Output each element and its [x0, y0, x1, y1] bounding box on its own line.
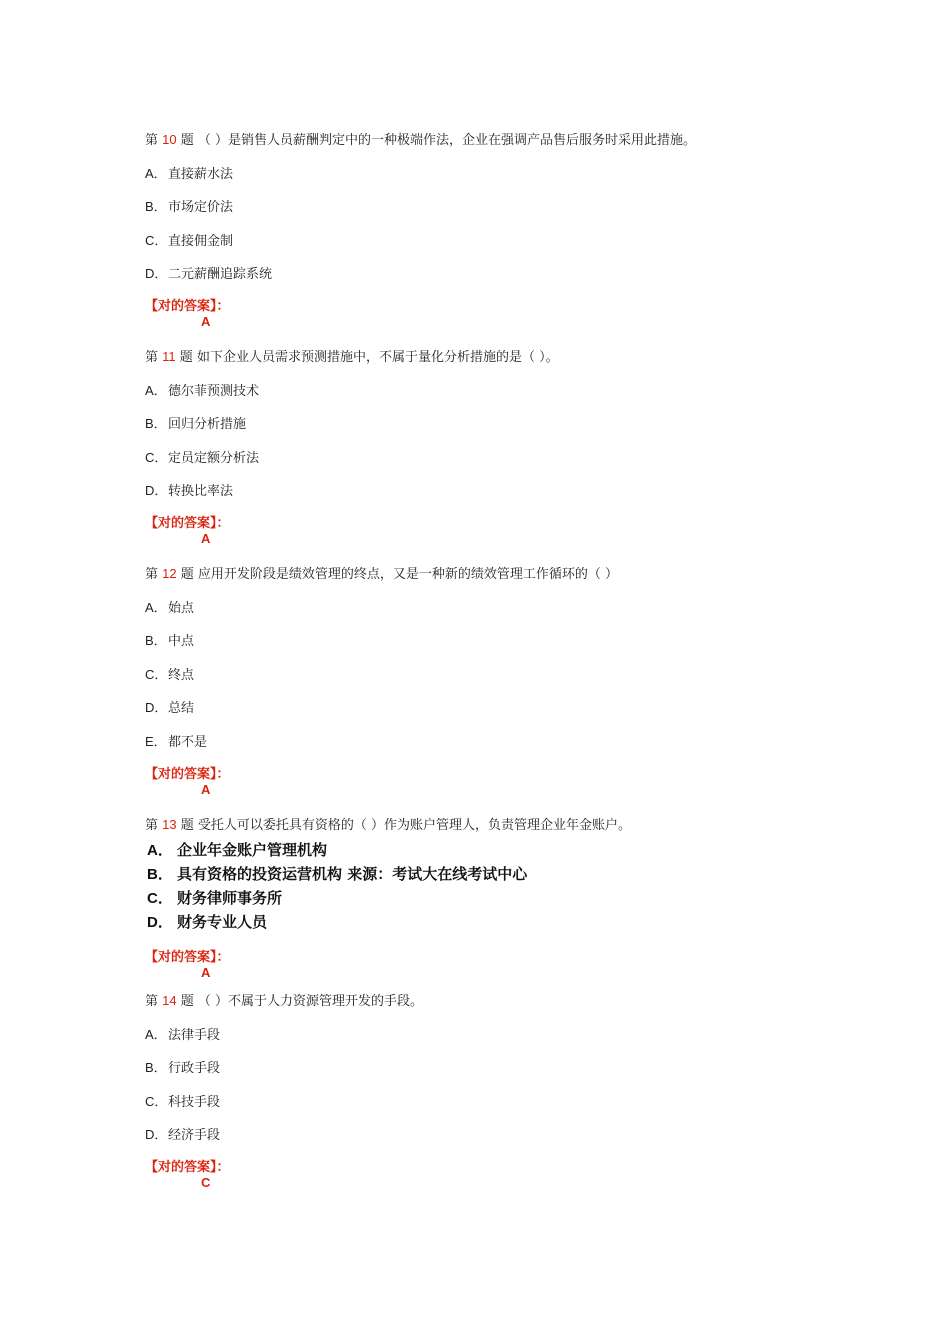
question-text: （ ）不属于人力资源管理开发的手段。 — [197, 994, 424, 1009]
answer-block — [145, 950, 845, 984]
answer-block — [145, 1160, 845, 1194]
option-a — [145, 599, 845, 617]
option-letter: D． — [147, 914, 173, 931]
option-letter: B． — [147, 866, 173, 883]
option-text: 都不是 — [168, 734, 208, 750]
option-letter: C． — [145, 1093, 168, 1109]
option-letter: B． — [145, 416, 167, 431]
answer-label: 【对的答案】： — [145, 1160, 230, 1175]
option-letter: E． — [145, 733, 167, 749]
option-c — [145, 449, 845, 467]
answer-value: C — [201, 1175, 211, 1190]
option-a — [145, 838, 845, 862]
option-letter: A． — [145, 382, 167, 398]
question-suffix: 题 — [180, 994, 194, 1009]
option-a — [145, 382, 845, 400]
option-b — [145, 862, 845, 886]
question-text: 应用开发阶段是绩效管理的终点，又是一种新的绩效管理工作循环的（ ） — [197, 567, 619, 582]
question-prefix: 第 — [145, 133, 159, 148]
option-letter: A． — [145, 1026, 167, 1042]
option-letter: B． — [145, 633, 167, 648]
option-text: 具有资格的投资运营机构 来源：考试大在线考试中心 — [177, 865, 528, 883]
option-letter: C． — [147, 890, 173, 907]
option-c — [145, 232, 845, 250]
option-text: 终点 — [168, 667, 195, 683]
option-letter: B． — [145, 1060, 167, 1075]
question-suffix: 题 — [180, 133, 194, 148]
question-prefix: 第 — [145, 994, 159, 1009]
option-letter: D． — [145, 483, 168, 498]
option-text: 始点 — [168, 600, 195, 616]
answer-label: 【对的答案】： — [145, 299, 230, 314]
option-d — [145, 482, 845, 500]
question-number: 12 — [162, 566, 177, 581]
question-suffix: 题 — [179, 350, 193, 365]
answer-block — [145, 299, 845, 333]
option-text: 行政手段 — [168, 1061, 221, 1076]
option-d — [145, 1126, 845, 1144]
question-stem — [145, 348, 845, 366]
option-letter: D． — [145, 266, 168, 281]
option-text: 直接佣金制 — [168, 233, 234, 249]
question-number: 10 — [162, 132, 177, 147]
question-prefix: 第 — [145, 818, 159, 833]
question-stem — [145, 131, 845, 149]
question-text: （ ）是销售人员薪酬判定中的一种极端作法，企业在强调产品售后服务时采用此措施。 — [197, 133, 697, 148]
question-14 — [145, 992, 845, 1194]
option-b — [145, 1059, 845, 1077]
option-d — [145, 699, 845, 717]
option-letter: C． — [145, 449, 168, 465]
answer-label: 【对的答案】： — [145, 516, 230, 531]
option-d — [145, 910, 845, 934]
question-suffix: 题 — [180, 818, 194, 833]
option-text: 科技手段 — [168, 1094, 221, 1110]
option-c — [145, 666, 845, 684]
option-text: 财务专业人员 — [177, 913, 268, 931]
question-stem — [145, 565, 845, 583]
answer-block — [145, 767, 845, 801]
question-number: 11 — [162, 349, 176, 364]
question-text: 受托人可以委托具有资格的（ ）作为账户管理人，负责管理企业年金账户。 — [197, 818, 632, 833]
answer-label: 【对的答案】： — [145, 766, 230, 782]
option-text: 总结 — [168, 701, 195, 716]
option-letter: C． — [145, 666, 168, 682]
question-number: 14 — [162, 993, 177, 1008]
question-11 — [145, 348, 845, 550]
option-text: 经济手段 — [168, 1128, 221, 1143]
option-b — [145, 415, 845, 433]
option-letter: B． — [145, 199, 167, 214]
option-c — [145, 1093, 845, 1111]
option-text: 企业年金账户管理机构 — [177, 841, 328, 859]
option-text: 转换比率法 — [168, 484, 234, 499]
option-letter: D． — [145, 700, 168, 715]
option-text: 市场定价法 — [168, 200, 234, 215]
option-text: 法律手段 — [168, 1027, 221, 1043]
answer-value: A — [201, 314, 211, 329]
option-a — [145, 165, 845, 183]
option-letter: D． — [145, 1127, 168, 1142]
question-13 — [145, 816, 845, 984]
option-text: 定员定额分析法 — [168, 450, 260, 466]
option-text: 直接薪水法 — [168, 166, 234, 182]
option-e — [145, 733, 845, 751]
question-text: 如下企业人员需求预测措施中，不属于量化分析措施的是（ ）。 — [196, 350, 559, 365]
option-text: 德尔菲预测技术 — [168, 383, 260, 399]
option-d — [145, 265, 845, 283]
option-b — [145, 198, 845, 216]
answer-value: A — [201, 965, 211, 980]
option-letter: C． — [145, 232, 168, 248]
question-number: 13 — [162, 817, 177, 832]
answer-value: A — [201, 781, 211, 797]
answer-value: A — [201, 531, 211, 546]
option-text: 二元薪酬追踪系统 — [168, 267, 273, 282]
option-letter: A． — [145, 599, 167, 615]
question-suffix: 题 — [180, 567, 194, 582]
options-block — [145, 838, 845, 934]
question-10 — [145, 131, 845, 333]
question-12 — [145, 565, 845, 801]
option-c — [145, 886, 845, 910]
option-text: 财务律师事务所 — [177, 889, 283, 907]
option-b — [145, 632, 845, 650]
answer-block — [145, 516, 845, 550]
question-prefix: 第 — [145, 567, 159, 582]
option-a — [145, 1026, 845, 1044]
answer-label: 【对的答案】： — [145, 950, 230, 965]
option-letter: A． — [145, 165, 167, 181]
question-stem — [145, 816, 845, 834]
question-prefix: 第 — [145, 350, 159, 365]
question-stem — [145, 992, 845, 1010]
option-text: 回归分析措施 — [168, 417, 247, 432]
option-letter: A． — [147, 842, 173, 859]
option-text: 中点 — [168, 634, 195, 649]
